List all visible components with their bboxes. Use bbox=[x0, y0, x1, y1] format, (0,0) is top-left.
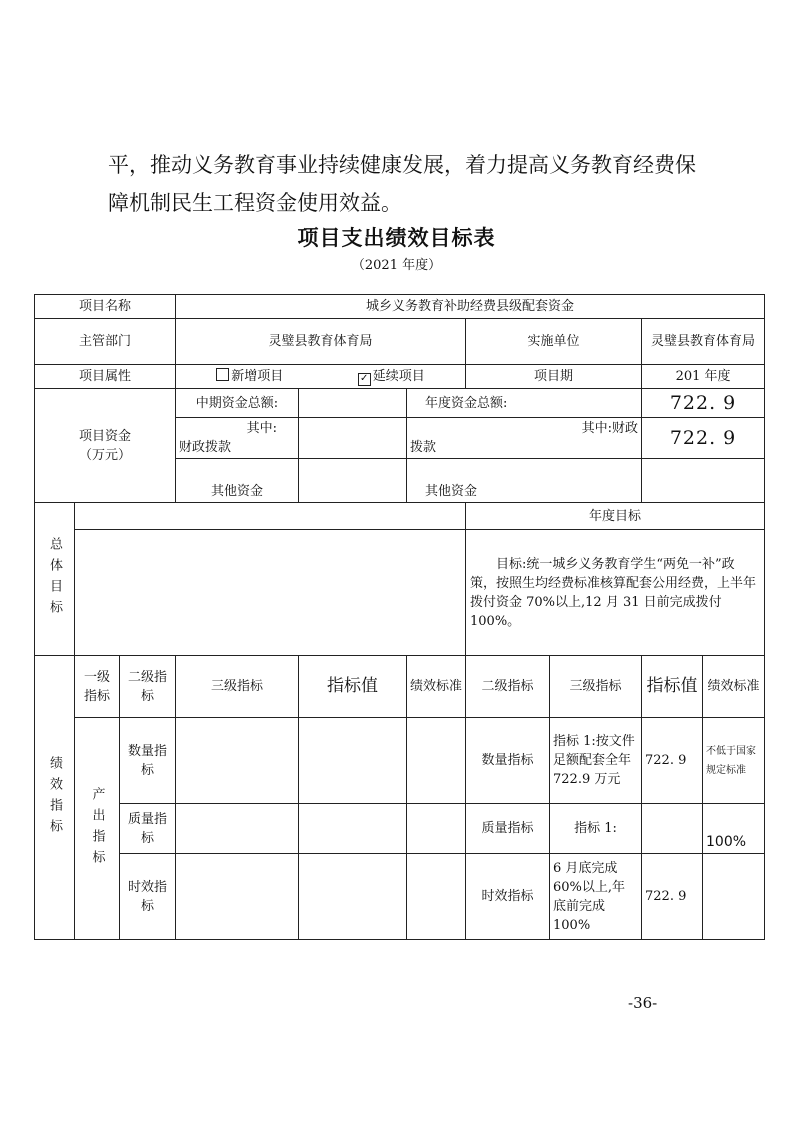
new-project-label: 新增项目 bbox=[231, 369, 284, 384]
value-header-right: 指标值 bbox=[642, 656, 703, 718]
output-indicator-label bbox=[75, 718, 120, 940]
annual-fiscal-label bbox=[407, 418, 642, 459]
value-header: 指标值 bbox=[299, 656, 407, 718]
funds-label bbox=[35, 389, 176, 503]
quantity-value-left bbox=[299, 718, 407, 804]
period-value: 201 年度 bbox=[642, 365, 765, 389]
quality-value-right bbox=[642, 804, 703, 854]
dept-label: 主管部门 bbox=[35, 319, 176, 365]
quality-value-left bbox=[299, 804, 407, 854]
of-which-fiscal-label: 其中:财政 bbox=[581, 421, 638, 436]
impl-label: 实施单位 bbox=[466, 319, 642, 365]
annual-total-label: 年度资金总额: bbox=[407, 389, 642, 418]
attr-label: 项目属性 bbox=[35, 365, 176, 389]
level2-header: 二级指标 bbox=[120, 656, 176, 718]
timeliness-value-right: 722. 9 bbox=[642, 854, 703, 940]
level3-header-right: 三级指标 bbox=[550, 656, 642, 718]
timeliness-std-left bbox=[407, 854, 466, 940]
page-subtitle: （2021 年度） bbox=[351, 258, 442, 273]
project-name-label: 项目名称 bbox=[35, 295, 176, 319]
output-indicator-text: 产出指标 bbox=[89, 786, 105, 871]
page-title: 项目支出绩效目标表 bbox=[297, 226, 496, 250]
perf-indicator-text: 绩效指标 bbox=[47, 755, 62, 840]
intro-line-2: 障机制民生工程资金使用效益。 bbox=[108, 191, 402, 215]
continue-project-option bbox=[358, 367, 425, 386]
of-which-label: 其中: bbox=[246, 421, 277, 436]
level3-header: 三级指标 bbox=[176, 656, 299, 718]
quality-l3-right: 指标 1: bbox=[550, 804, 642, 854]
funds-label-line-1: 项目资金 bbox=[78, 428, 131, 444]
impl-value: 灵璧县教育体育局 bbox=[642, 319, 765, 365]
quantity-std-right: 不低于国家规定标准 bbox=[703, 718, 765, 804]
midterm-other-label: 其他资金 bbox=[176, 459, 299, 503]
quantity-indicator-left: 数量指标 bbox=[120, 718, 176, 804]
std-header: 绩效标准 bbox=[407, 656, 466, 718]
quality-indicator-right: 质量指标 bbox=[466, 804, 550, 854]
level2-header-right: 二级指标 bbox=[466, 656, 550, 718]
midterm-goal-header bbox=[75, 503, 466, 530]
quantity-value-right: 722. 9 bbox=[642, 718, 703, 804]
quantity-l3-right: 指标 1:按文件足额配套全年 722.9 万元 bbox=[550, 718, 642, 804]
midterm-total-label: 中期资金总额: bbox=[176, 389, 299, 418]
quality-std-right: 100% bbox=[703, 804, 765, 854]
checkbox-checked-icon: ✓ bbox=[358, 373, 371, 386]
overall-goal-text: 总体目标 bbox=[47, 537, 62, 621]
annual-other-value bbox=[642, 459, 765, 503]
quality-indicator-left: 质量指标 bbox=[120, 804, 176, 854]
attr-options bbox=[176, 365, 466, 389]
midterm-total-value bbox=[299, 389, 407, 418]
annual-other-label: 其他资金 bbox=[407, 459, 642, 503]
perf-indicator-label bbox=[35, 656, 75, 940]
annual-goal-content: 目标:统一城乡义务教育学生“两免一补”政策，按照生均经费标准核算配套公用经费，上半年拨付资金 70%以上,12 月 31 日前完成拨付 100%。 bbox=[466, 530, 765, 656]
performance-goal-table bbox=[34, 294, 765, 940]
midterm-fiscal-label bbox=[176, 418, 299, 459]
checkbox-empty-icon bbox=[216, 368, 229, 381]
level1-header: 一级指标 bbox=[75, 656, 120, 718]
midterm-goal-content bbox=[75, 530, 466, 656]
funds-label-line-2: （万元） bbox=[78, 447, 131, 463]
quality-std-left bbox=[407, 804, 466, 854]
quantity-indicator-right: 数量指标 bbox=[466, 718, 550, 804]
annual-total-value: 722. 9 bbox=[642, 389, 765, 418]
timeliness-indicator-left: 时效指标 bbox=[120, 854, 176, 940]
annual-fiscal-value: 722. 9 bbox=[642, 418, 765, 459]
fiscal-label-2: 拨款 bbox=[410, 440, 437, 455]
overall-goal-label bbox=[35, 503, 75, 656]
midterm-other-value bbox=[299, 459, 407, 503]
timeliness-value-left bbox=[299, 854, 407, 940]
std-header-right: 绩效标准 bbox=[703, 656, 765, 718]
quantity-std-left bbox=[407, 718, 466, 804]
dept-value: 灵璧县教育体育局 bbox=[176, 319, 466, 365]
new-project-option bbox=[216, 367, 283, 386]
timeliness-l3-right: 6 月底完成 60%以上,年底前完成 100% bbox=[550, 854, 642, 940]
timeliness-std-right bbox=[703, 854, 765, 940]
midterm-fiscal-value bbox=[299, 418, 407, 459]
intro-paragraph bbox=[108, 146, 728, 222]
timeliness-l3-left bbox=[176, 854, 299, 940]
period-label: 项目期 bbox=[466, 365, 642, 389]
timeliness-indicator-right: 时效指标 bbox=[466, 854, 550, 940]
project-name-value: 城乡义务教育补助经费县级配套资金 bbox=[176, 295, 765, 319]
fiscal-label: 财政拨款 bbox=[179, 440, 232, 455]
page-number: -36- bbox=[628, 994, 658, 1012]
continue-project-label: 延续项目 bbox=[372, 369, 425, 384]
annual-goal-header: 年度目标 bbox=[466, 503, 765, 530]
quantity-l3-left bbox=[176, 718, 299, 804]
intro-line-1: 平，推动义务教育事业持续健康发展，着力提高义务教育经费保 bbox=[108, 153, 696, 177]
quality-l3-left bbox=[176, 804, 299, 854]
